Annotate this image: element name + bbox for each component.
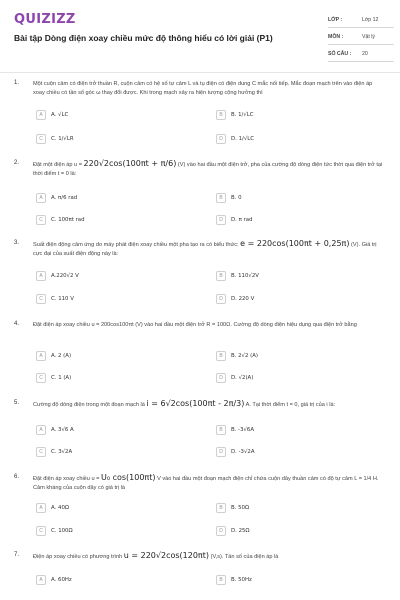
question-text-pre: Suất điện động cảm ứng do máy phát điện xoay chiều một pha tạo ra có biểu thức:	[33, 242, 239, 248]
choice-badge: D	[216, 447, 226, 457]
choice-b[interactable]	[216, 350, 336, 362]
choice-badge: C	[36, 294, 46, 304]
meta-row-count	[328, 47, 394, 62]
meta-key: SỐ CÂU :	[328, 51, 352, 57]
choice-label: A. 60Hz	[51, 577, 72, 583]
question-formula: U₀ cos(100πt)	[100, 473, 156, 482]
question-number: 7.	[14, 552, 20, 558]
question-formula: 220√2cos(100πt + π/6)	[83, 159, 177, 168]
choice-label: B. -3√6A	[231, 427, 255, 433]
meta-row-subject	[328, 30, 394, 45]
choice-label: A.220√2 V	[51, 273, 79, 279]
meta-value: Vật lý	[362, 34, 375, 40]
meta-value: 20	[362, 51, 368, 57]
choice-d[interactable]	[216, 372, 336, 384]
choice-b[interactable]	[216, 574, 336, 586]
choice-badge: B	[216, 351, 226, 361]
choice-label: B. 50Hz	[231, 577, 252, 583]
question-text-pre: Đặt một điện áp u =	[33, 162, 82, 168]
header-divider	[0, 72, 400, 73]
choice-c[interactable]	[36, 446, 156, 458]
choice-a[interactable]	[36, 192, 156, 204]
meta-key: MÔN :	[328, 34, 344, 40]
choice-d[interactable]	[216, 446, 336, 458]
question-text	[33, 240, 385, 258]
choice-b[interactable]	[216, 192, 336, 204]
question-number: 5.	[14, 400, 20, 406]
choice-badge: B	[216, 193, 226, 203]
choice-badge: D	[216, 134, 226, 144]
choice-label: C. 1 (A)	[51, 375, 72, 381]
choice-badge: C	[36, 526, 46, 536]
choice-a[interactable]	[36, 502, 156, 514]
meta-key: LỚP :	[328, 17, 343, 23]
choice-label: B. 2√2 (A)	[231, 353, 259, 359]
question-formula: e = 220cos(100πt + 0,25π)	[240, 239, 350, 248]
question-text: Đặt điện áp xoay chiều u = 200cos100πt (V) vào hai đầu một điện trở R = 100Ω. Cường độ dòng điện hiệu dụng qua điện trở bằng	[33, 322, 357, 328]
choice-badge: A	[36, 193, 46, 203]
choice-c[interactable]	[36, 133, 156, 145]
question-text-post: (V). Giá trị cực đại của suất điện động này là:	[33, 242, 377, 257]
choice-badge: A	[36, 575, 46, 585]
choice-badge: D	[216, 215, 226, 225]
question-text	[33, 160, 385, 178]
question-number: 1.	[14, 80, 20, 86]
meta-value: Lớp 12	[362, 17, 379, 23]
question-formula: u = 220√2cos(120πt)	[123, 551, 210, 560]
choice-badge: A	[36, 110, 46, 120]
question-text-post: (V,s). Tần số của điện áp là	[210, 554, 279, 560]
choice-label: A. π/6 rad	[51, 195, 78, 201]
choice-badge: B	[216, 110, 226, 120]
choice-c[interactable]	[36, 214, 156, 226]
header	[0, 0, 400, 74]
choice-a[interactable]	[36, 270, 156, 282]
choice-badge: B	[216, 503, 226, 513]
choice-badge: A	[36, 425, 46, 435]
choice-badge: A	[36, 271, 46, 281]
question-formula: i = 6√2cos(100πt - 2π/3)	[146, 399, 245, 408]
choice-a[interactable]	[36, 109, 156, 121]
choice-a[interactable]	[36, 574, 156, 586]
choice-c[interactable]	[36, 372, 156, 384]
quizizz-logo: QUIZIZZ	[14, 12, 76, 27]
choice-label: B. 1/√LC	[231, 112, 254, 118]
choice-d[interactable]	[216, 214, 336, 226]
choice-label: A. 2 (A)	[51, 353, 72, 359]
question-text-post: A. Tại thời điểm t = 0, giá trị của i là:	[245, 402, 336, 408]
choice-label: D. √2(A)	[231, 375, 254, 381]
choice-b[interactable]	[216, 424, 336, 436]
question-text	[33, 400, 385, 410]
choice-label: C. 100Ω	[51, 528, 73, 534]
choice-badge: D	[216, 526, 226, 536]
question-number: 2.	[14, 160, 20, 166]
question-text: Một cuộn cảm có điện trở thuần R, cuộn cảm có hệ số tự cảm L và tụ điện có điện dung C mắc nối tiếp. Mắc đoạn mạch trên vào điện áp xoay chiều có tần số góc ω thay đổi được. Khi trong mạch xảy ra hiện tượng cộng hưởng thì	[33, 81, 373, 96]
choice-b[interactable]	[216, 270, 336, 282]
choice-label: B. 0	[231, 195, 242, 201]
choice-label: A. 3√6 A	[51, 427, 74, 433]
choice-b[interactable]	[216, 502, 336, 514]
choice-d[interactable]	[216, 293, 336, 305]
choice-label: D. -3√2A	[231, 449, 255, 455]
choice-badge: D	[216, 373, 226, 383]
question-text-pre: Đặt điện áp xoay chiều u =	[33, 476, 100, 482]
choice-label: A. 40Ω	[51, 505, 69, 511]
choice-label: C. 3√2A	[51, 449, 73, 455]
choice-badge: D	[216, 294, 226, 304]
choice-badge: C	[36, 447, 46, 457]
meta-row-class	[328, 13, 394, 28]
choice-badge: C	[36, 373, 46, 383]
question-text-post: (V) vào hai đầu một điện trở, pha của cường độ dòng điện tức thời qua điện trở tại thời điểm t = 0 là:	[33, 162, 383, 177]
choice-badge: A	[36, 351, 46, 361]
question-text-post: V vào hai đầu một đoạn mạch điện chỉ chứa cuộn dây thuần cảm có độ tự cảm L = 1/4 H. Cảm kháng của cuộn dây có giá trị là	[33, 476, 379, 491]
choice-label: A. √LC	[51, 112, 69, 118]
question-number: 4.	[14, 321, 20, 327]
question-number: 6.	[14, 474, 20, 480]
choice-badge: C	[36, 134, 46, 144]
choice-b[interactable]	[216, 109, 336, 121]
question-number: 3.	[14, 240, 20, 246]
question-text	[33, 474, 385, 492]
choice-label: B. 110√2V	[231, 273, 259, 279]
choice-label: D. π rad	[231, 217, 253, 223]
meta-box	[328, 13, 394, 64]
choice-badge: B	[216, 271, 226, 281]
choice-label: D. 220 V	[231, 296, 255, 302]
choice-label: C. 110 V	[51, 296, 74, 302]
choice-c[interactable]	[36, 525, 156, 537]
choice-a[interactable]	[36, 350, 156, 362]
choice-label: C. 1/√LR	[51, 136, 74, 142]
question-text-pre: Điện áp xoay chiều có phương trình	[33, 554, 123, 560]
question-text	[33, 552, 385, 562]
choice-badge: C	[36, 215, 46, 225]
choice-d[interactable]	[216, 133, 336, 145]
choice-badge: B	[216, 425, 226, 435]
choice-label: C. 100πt rad	[51, 217, 85, 223]
choice-a[interactable]	[36, 424, 156, 436]
question-text-pre: Cường độ dòng điện trong một đoạn mạch là	[33, 402, 145, 408]
choice-label: D. 1/√LC	[231, 136, 255, 142]
page-title: Bài tập Dòng điện xoay chiều mức độ thông hiểu có lời giải (P1)	[14, 33, 273, 43]
choice-label: D. 25Ω	[231, 528, 250, 534]
choice-d[interactable]	[216, 525, 336, 537]
choice-label: B. 50Ω	[231, 505, 250, 511]
choice-badge: B	[216, 575, 226, 585]
choice-badge: A	[36, 503, 46, 513]
choice-c[interactable]	[36, 293, 156, 305]
